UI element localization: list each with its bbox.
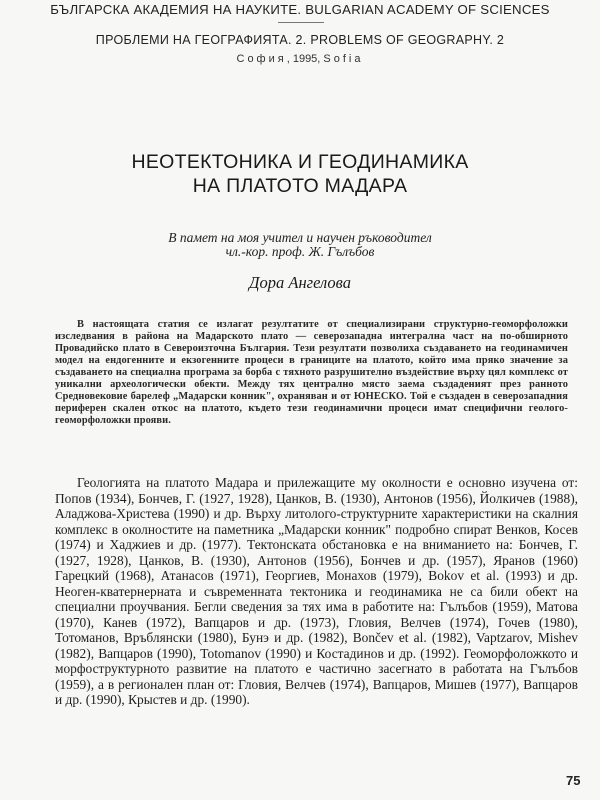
- body-paragraph: Геологията на платото Мадара и прилежащите му околности е основно изучена от: Попов (1934), Бончев, Г. (1927, 1928), Цанков, В. (1930), Антонов (1956), Йолкичев (1988), Аладжова-Христева (1990) и др. Върху литолого-структурните характеристики на скалния комплекс в околностите на паметника „Мадарски конник" подробно спират Венков, Косев (1974) и Хаджиев и др. (1977). Тектонската обстановка е на вниманието на: Бончев, Г. (1927, 1928), Цанков, В. (1930), Антонов (1956), Бончев и др. (1957), Яранов (1960) Гарецкий (1968), Атанасов (1971), Георгиев, Монахов (1979), Bokov et al. (1993) и др. Неоген-кватернерната и съвременната тектоника и геодинамика не са били обект на специални проучвания. Бегли сведения за тях има в работите на: Гълъбов (1959), Матова (1970), Канев (1972), Вапцаров и др. (1973), Гловия, Велчев (1974), Гочев (1980), Тотоманов, Връблянски (1980), Бунэ и др. (1982), Bončev et al. (1982), Vaptzarov, Mishev (1982), Вапцаров (1990), Totomanov (1990) и Костадинов и др. (1992). Геоморфоложкото и морфоструктурното развитие на платото е частично засегнато в работата на Гълъбов (1959), а в регионален план от: Гловия, Велчев (1974), Вапцаров, Мишев (1977), Вапцаров и др. (1990), Крыстев и др. (1990).: [55, 475, 578, 708]
- page-number: 75: [566, 773, 581, 788]
- journal-publisher: БЪЛГАРСКА АКАДЕМИЯ НА НАУКИТЕ. BULGARIAN ACADEMY OF SCIENCES: [50, 2, 550, 17]
- place-en: Sofia: [323, 53, 364, 65]
- article-title: [0, 150, 600, 198]
- dedication: [0, 231, 600, 259]
- dedication-line-2: чл.-кор. проф. Ж. Гълъбов: [225, 244, 375, 259]
- header-divider: [278, 22, 324, 23]
- title-line-2: НА ПЛАТОТО МАДАРА: [192, 175, 408, 197]
- title-line-1: НЕОТЕКТОНИКА И ГЕОДИНАМИКА: [131, 151, 469, 173]
- dedication-line-1: В памет на моя учител и научен ръководител: [168, 230, 432, 245]
- year: , 1995,: [286, 53, 324, 65]
- abstract: В настоящата статия се излагат резултатите от специализирани структурно-геоморфоложки изследвания в района на Мадарското плато — северозападна интегрална част на по-обширното Провадийско плато в Североизточна България. Тези резултати позволиха създаването на геодинамичен модел на ендогенните и екзогенните процеси в границите на платото, който има пряко значение за създаването на специална програма за борба с тяхното разрушително въздействие върху цял комплекс от уникални археологически обекти. Между тях централно място заема създаденият през ранното Средновековие барелеф „Мадарски конник", охраняван и от ЮНЕСКО. Той е създаден в северозападния периферен скален откос на платото, където тези геодинамични процеси имат специфични геолого-геоморфоложки прояви.: [55, 319, 568, 427]
- publication-place-year: [0, 53, 600, 65]
- author-name: Дора Ангелова: [249, 273, 351, 292]
- journal-series: ПРОБЛЕМИ НА ГЕОГРАФИЯТА. 2. PROBLEMS OF GEOGRAPHY. 2: [95, 33, 505, 47]
- place-bg: София: [236, 53, 287, 65]
